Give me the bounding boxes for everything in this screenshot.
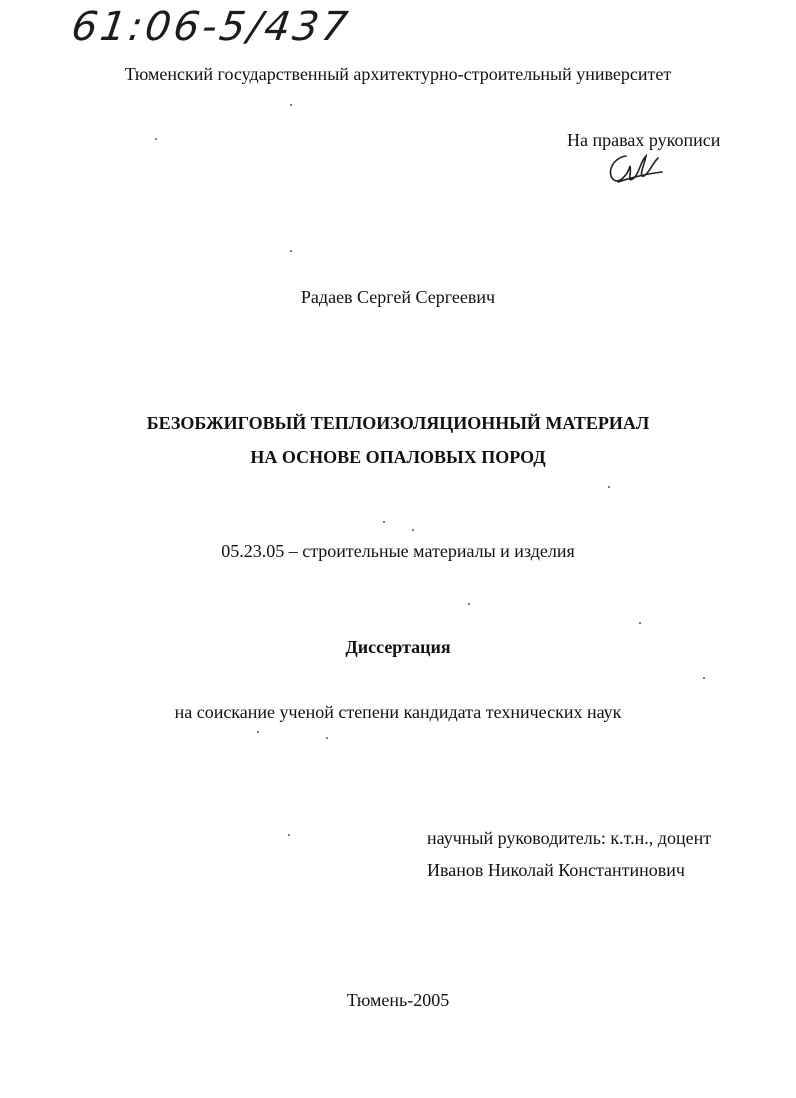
manuscript-rights-note: На правах рукописи [567, 130, 721, 150]
scan-speck [288, 834, 290, 836]
scan-speck [468, 603, 470, 605]
signature-scribble [604, 148, 666, 190]
supervisor-role: научный руководитель: к.т.н., доцент [427, 828, 712, 848]
dissertation-title-line-1: БЕЗОБЖИГОВЫЙ ТЕПЛОИЗОЛЯЦИОННЫЙ МАТЕРИАЛ [146, 413, 650, 433]
scan-speck [290, 104, 292, 106]
scan-speck [383, 521, 385, 523]
scan-speck [290, 250, 292, 252]
specialty-code: 05.23.05 – строительные материалы и изделия [221, 541, 575, 561]
scan-speck [326, 737, 328, 739]
scan-speck [257, 731, 259, 733]
author-name: Радаев Сергей Сергеевич [300, 287, 496, 307]
degree-statement: на соискание ученой степени кандидата технических наук [174, 702, 622, 722]
university-name: Тюменский государственный архитектурно-строительный университет [124, 64, 672, 84]
scan-speck [639, 622, 641, 624]
scan-speck [608, 486, 610, 488]
dissertation-title-line-2: НА ОСНОВЕ ОПАЛОВЫХ ПОРОД [250, 447, 546, 467]
supervisor-name: Иванов Николай Константинович [427, 860, 685, 880]
place-and-year: Тюмень-2005 [346, 990, 450, 1010]
scan-speck [155, 138, 157, 140]
archive-number-handwritten: 61:06-5/437 [68, 4, 354, 50]
scan-speck [703, 677, 705, 679]
scan-speck [412, 529, 414, 531]
work-type: Диссертация [345, 637, 451, 657]
